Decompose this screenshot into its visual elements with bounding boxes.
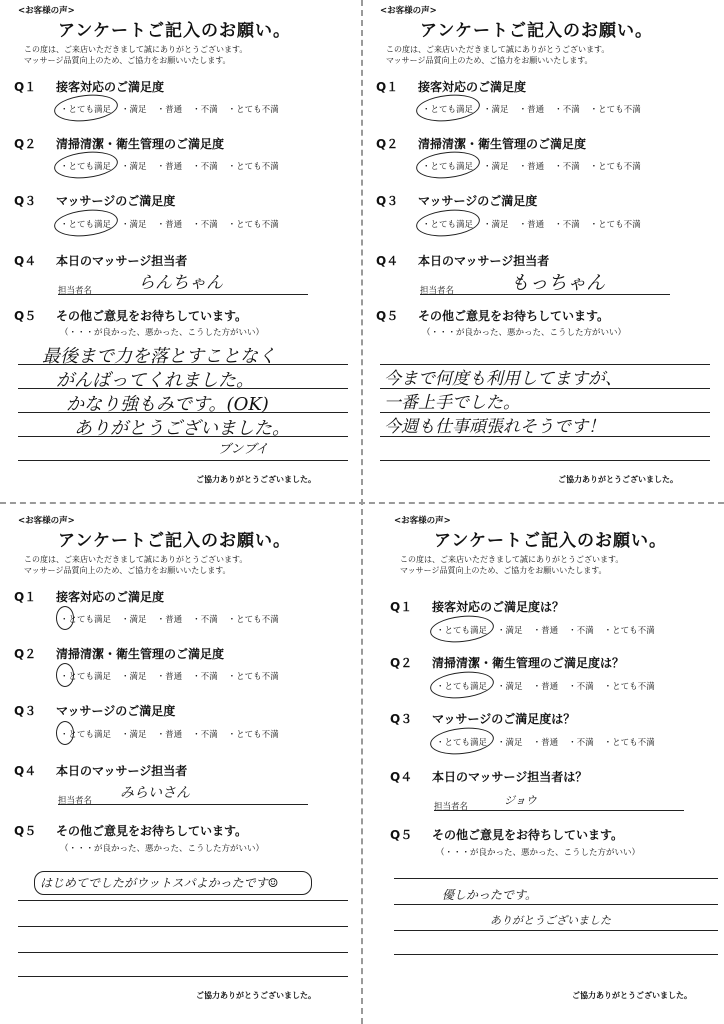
rating-option[interactable]: ・ とても満足	[60, 613, 111, 625]
question-4: Q４ 本日のマッサージ担当者	[376, 254, 550, 268]
rating-option[interactable]: ・ とても満足	[60, 160, 111, 172]
survey-card-3	[8, 512, 356, 1008]
rating-option[interactable]: ・ とても不満	[604, 680, 655, 692]
question-2: Q２ 清掃清潔・衛生管理のご満足度は？	[390, 656, 625, 670]
rating-option[interactable]: ・ とても満足	[60, 103, 111, 115]
rating-option[interactable]: ・ 不満	[554, 218, 580, 230]
staff-name-handwritten: みらいさん	[120, 785, 190, 801]
question-2: Q２ 清掃清潔・衛生管理のご満足度	[376, 137, 587, 151]
rating-option[interactable]: ・ 満足	[483, 218, 509, 230]
rating-selection-circle	[415, 207, 481, 240]
rating-option[interactable]: ・ 不満	[192, 670, 218, 682]
rating-option[interactable]: ・ とても満足	[436, 736, 487, 748]
customer-voice-label: <お客様の声>	[394, 516, 451, 526]
rating-selection-circle	[53, 149, 119, 182]
rating-selection-circle	[415, 149, 481, 182]
rating-selection-circle	[56, 663, 74, 687]
question-1: Q１ 接客対応のご満足度	[14, 590, 165, 604]
staff-label: 担当者名	[434, 802, 469, 812]
rating-option[interactable]: ・ とても不満	[228, 103, 279, 115]
survey-title: アンケートご記入のお願い。	[434, 531, 667, 551]
rating-selection-circle	[53, 92, 119, 125]
thanks-text: ご協力ありがとうございました。	[196, 991, 316, 1000]
rating-options-q1	[60, 103, 289, 115]
customer-voice-label: <お客様の声>	[380, 6, 437, 16]
rating-option[interactable]: ・ とても不満	[590, 103, 641, 115]
rating-option[interactable]: ・ とても不満	[590, 218, 641, 230]
survey-title: アンケートご記入のお願い。	[420, 21, 653, 41]
horizontal-cut-line	[0, 502, 724, 504]
question-5: Q５ その他ご意見をお待ちしています。	[14, 309, 248, 323]
comment-handwritten: 今週も仕事頑張れそうです！	[384, 417, 605, 437]
survey-card-2	[370, 2, 718, 498]
rating-option[interactable]: ・ 普通	[533, 736, 559, 748]
comment-line	[18, 952, 348, 953]
rating-options-q1	[60, 613, 289, 625]
comment-handwritten: ありがとうございました	[490, 914, 611, 927]
question-1: Q１ 接客対応のご満足度	[376, 80, 527, 94]
rating-option[interactable]: ・ とても満足	[60, 218, 111, 230]
vertical-cut-line	[361, 0, 363, 1024]
rating-option[interactable]: ・ 普通	[533, 680, 559, 692]
staff-name-line	[434, 810, 684, 811]
rating-option[interactable]: ・ とても満足	[436, 624, 487, 636]
comment-line	[394, 954, 718, 955]
rating-options-q2	[436, 680, 665, 692]
question-5-hint: （・・・が良かった、悪かった、こうした方がいい）	[60, 328, 265, 338]
rating-option[interactable]: ・ とても不満	[228, 670, 279, 682]
customer-voice-label: <お客様の声>	[18, 516, 75, 526]
rating-option[interactable]: ・ 満足	[497, 680, 523, 692]
staff-name-handwritten: もっちゃん	[510, 272, 606, 294]
question-3: Q３ マッサージのご満足度	[376, 194, 538, 208]
question-5: Q５ その他ご意見をお待ちしています。	[376, 309, 610, 323]
rating-option[interactable]: ・ 普通	[157, 613, 183, 625]
thanks-text: ご協力ありがとうございました。	[572, 991, 692, 1000]
rating-option[interactable]: ・ 不満	[192, 728, 218, 740]
rating-option[interactable]: ・ 満足	[483, 103, 509, 115]
rating-option[interactable]: ・ とても満足	[422, 103, 473, 115]
rating-option[interactable]: ・ とても不満	[228, 160, 279, 172]
rating-options-q2	[60, 670, 289, 682]
rating-option[interactable]: ・ とても不満	[604, 624, 655, 636]
rating-option[interactable]: ・ 満足	[121, 218, 147, 230]
comment-line	[394, 904, 718, 905]
rating-option[interactable]: ・ とても不満	[604, 736, 655, 748]
question-1: Q１ 接客対応のご満足度	[14, 80, 165, 94]
rating-option[interactable]: ・ 不満	[568, 736, 594, 748]
question-4: Q４ 本日のマッサージ担当者	[14, 254, 188, 268]
question-2: Q２ 清掃清潔・衛生管理のご満足度	[14, 137, 225, 151]
rating-option[interactable]: ・ 普通	[157, 670, 183, 682]
comment-handwritten: 優しかったです。	[442, 888, 538, 902]
staff-name-handwritten: ジョウ	[504, 794, 537, 807]
staff-label: 担当者名	[420, 286, 455, 296]
signature-handwritten: ブンブイ	[218, 442, 269, 457]
staff-name-handwritten: らんちゃん	[138, 273, 223, 293]
rating-option[interactable]: ・ とても不満	[590, 160, 641, 172]
rating-option[interactable]: ・ 不満	[192, 613, 218, 625]
comment-line	[18, 926, 348, 927]
rating-options-q2	[422, 160, 651, 172]
comment-handwritten: かなり強もみです。(OK)	[66, 394, 269, 415]
rating-option[interactable]: ・ とても不満	[228, 613, 279, 625]
comment-line	[18, 976, 348, 977]
rating-options-q1	[436, 624, 665, 636]
comment-handwritten: はじめてでしたがウットスパよかったです☺	[40, 876, 279, 890]
rating-option[interactable]: ・ 普通	[519, 218, 545, 230]
rating-option[interactable]: ・ 普通	[519, 160, 545, 172]
question-2: Q２ 清掃清潔・衛生管理のご満足度	[14, 647, 225, 661]
thanks-text: ご協力ありがとうございました。	[558, 475, 678, 484]
question-5: Q５ その他ご意見をお待ちしています。	[390, 828, 624, 842]
rating-option[interactable]: ・ 普通	[157, 160, 183, 172]
staff-name-line	[420, 294, 670, 295]
rating-option[interactable]: ・ 満足	[121, 160, 147, 172]
comment-line	[18, 900, 348, 901]
rating-option[interactable]: ・ とても満足	[422, 218, 473, 230]
rating-option[interactable]: ・ とても不満	[228, 218, 279, 230]
rating-option[interactable]: ・ 満足	[497, 624, 523, 636]
comment-handwritten: ありがとうございました。	[74, 418, 290, 439]
staff-name-line	[58, 294, 308, 295]
survey-card-4	[370, 512, 718, 1008]
question-3: Q３ マッサージのご満足度は？	[390, 712, 576, 726]
comment-line	[394, 930, 718, 931]
question-3: Q３ マッサージのご満足度	[14, 194, 176, 208]
rating-option[interactable]: ・ 不満	[568, 680, 594, 692]
rating-option[interactable]: ・ とても満足	[60, 670, 111, 682]
rating-selection-circle	[429, 613, 495, 646]
comment-line	[18, 460, 348, 461]
rating-option[interactable]: ・ 満足	[483, 160, 509, 172]
survey-card-1	[8, 2, 356, 498]
rating-options-q3	[60, 218, 289, 230]
rating-selection-circle	[429, 669, 495, 702]
rating-option[interactable]: ・ 満足	[121, 613, 147, 625]
rating-option[interactable]: ・ 普通	[157, 103, 183, 115]
question-4: Q４ 本日のマッサージ担当者	[14, 764, 188, 778]
comment-handwritten: 最後まで力を落とすことなく	[42, 346, 276, 367]
rating-option[interactable]: ・ 普通	[519, 103, 545, 115]
rating-option[interactable]: ・ 満足	[497, 736, 523, 748]
rating-option[interactable]: ・ とても満足	[60, 728, 111, 740]
question-5: Q５ その他ご意見をお待ちしています。	[14, 824, 248, 838]
rating-options-q3	[436, 736, 665, 748]
rating-option[interactable]: ・ 不満	[554, 160, 580, 172]
customer-voice-label: <お客様の声>	[18, 6, 75, 16]
thanks-text: ご協力ありがとうございました。	[196, 475, 316, 484]
rating-selection-circle	[53, 207, 119, 240]
staff-name-line	[58, 804, 308, 805]
question-5-hint: （・・・が良かった、悪かった、こうした方がいい）	[60, 844, 265, 854]
staff-label: 担当者名	[58, 796, 93, 806]
rating-selection-circle	[56, 606, 74, 630]
intro-text: この度は、ご来店いただきまして誠にありがとうございます。 マッサージ品質向上のため、ご協力をお願いいたします。	[386, 45, 610, 65]
rating-option[interactable]: ・ とても満足	[436, 680, 487, 692]
comment-handwritten: がんばってくれました。	[56, 370, 254, 391]
rating-selection-circle	[415, 92, 481, 125]
rating-selection-circle	[429, 725, 495, 758]
staff-label: 担当者名	[58, 286, 93, 296]
rating-option[interactable]: ・ 満足	[121, 103, 147, 115]
rating-option[interactable]: ・ とても不満	[228, 728, 279, 740]
rating-option[interactable]: ・ 不満	[568, 624, 594, 636]
rating-options-q3	[60, 728, 289, 740]
comment-line	[380, 460, 710, 461]
comment-handwritten: 一番上手でした。	[384, 393, 520, 413]
rating-option[interactable]: ・ 普通	[157, 218, 183, 230]
comment-handwritten: 今まで何度も利用してますが、	[384, 369, 622, 389]
rating-option[interactable]: ・ 普通	[533, 624, 559, 636]
rating-option[interactable]: ・ 不満	[192, 160, 218, 172]
rating-option[interactable]: ・ 不満	[192, 103, 218, 115]
intro-text: この度は、ご来店いただきまして誠にありがとうございます。 マッサージ品質向上のため、ご協力をお願いいたします。	[24, 555, 248, 575]
survey-title: アンケートご記入のお願い。	[58, 21, 291, 41]
intro-text: この度は、ご来店いただきまして誠にありがとうございます。 マッサージ品質向上のため、ご協力をお願いいたします。	[24, 45, 248, 65]
rating-option[interactable]: ・ 不満	[554, 103, 580, 115]
rating-option[interactable]: ・ 不満	[192, 218, 218, 230]
rating-option[interactable]: ・ とても満足	[422, 160, 473, 172]
question-5-hint: （・・・が良かった、悪かった、こうした方がいい）	[436, 848, 641, 858]
rating-options-q1	[422, 103, 651, 115]
survey-title: アンケートご記入のお願い。	[58, 531, 291, 551]
question-4: Q４ 本日のマッサージ担当者は？	[390, 770, 588, 784]
rating-selection-circle	[56, 721, 74, 745]
intro-text: この度は、ご来店いただきまして誠にありがとうございます。 マッサージ品質向上のため、ご協力をお願いいたします。	[400, 555, 624, 575]
question-3: Q３ マッサージのご満足度	[14, 704, 176, 718]
rating-option[interactable]: ・ 満足	[121, 728, 147, 740]
rating-options-q2	[60, 160, 289, 172]
question-1: Q１ 接客対応のご満足度は？	[390, 600, 565, 614]
rating-options-q3	[422, 218, 651, 230]
comment-line	[394, 878, 718, 879]
question-5-hint: （・・・が良かった、悪かった、こうした方がいい）	[422, 328, 627, 338]
rating-option[interactable]: ・ 普通	[157, 728, 183, 740]
rating-option[interactable]: ・ 満足	[121, 670, 147, 682]
